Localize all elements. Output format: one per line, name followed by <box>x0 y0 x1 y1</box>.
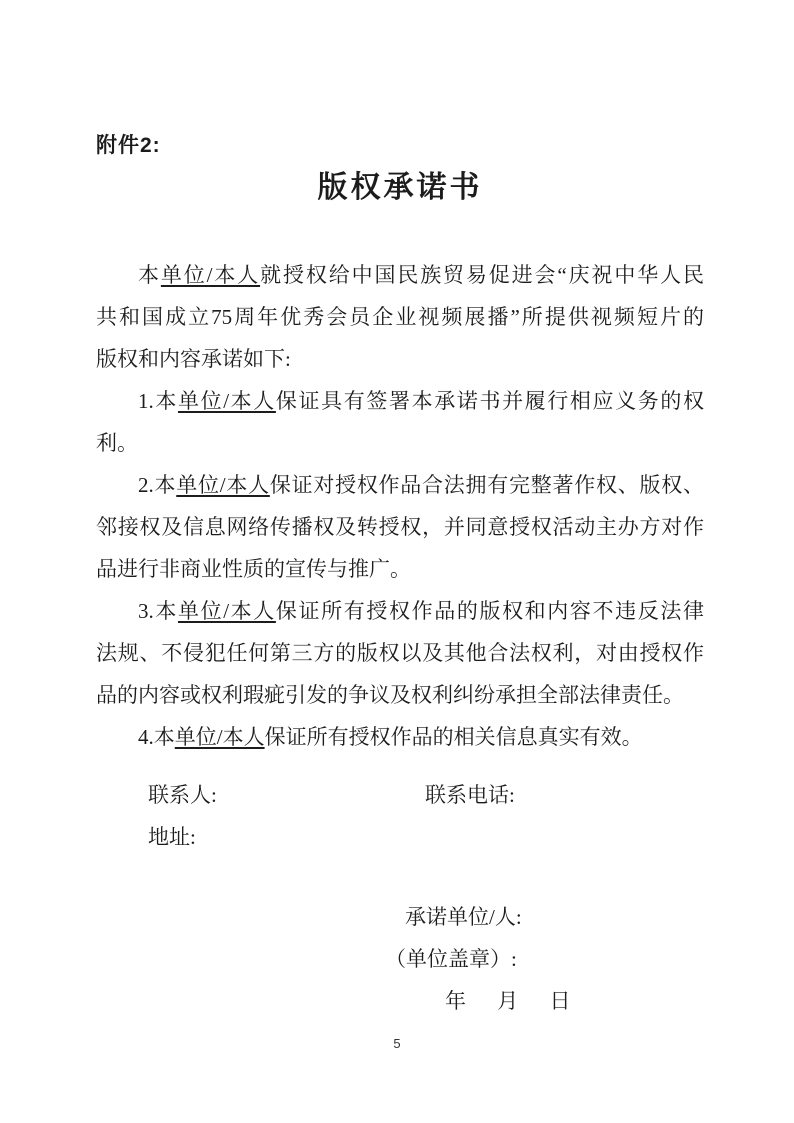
paragraph-item-3 <box>96 590 704 716</box>
paragraph-item-1 <box>96 380 704 464</box>
text-line: 品的内容或权利瑕疵引发的争议及权利纠纷承担全部法律责任。 <box>96 683 684 707</box>
text-line <box>96 380 704 422</box>
contact-row-2 <box>96 816 704 858</box>
text-line: 利。 <box>96 431 138 455</box>
underlined-text: 单位/本人 <box>176 473 270 497</box>
paragraph-item-2 <box>96 464 704 590</box>
underlined-text: 单位/本人 <box>177 599 276 623</box>
page-number: 5 <box>393 1036 401 1051</box>
contact-block <box>96 774 704 858</box>
text-line <box>96 716 704 758</box>
text-run: 保证所有授权作品的相关信息真实有效。 <box>264 725 643 749</box>
address-label: 地址: <box>148 825 196 849</box>
text-run: 保证所有授权作品的版权和内容不违反法律 <box>275 599 704 623</box>
underlined-text: 单位/本人 <box>177 389 276 413</box>
text-run: 4.本 <box>138 725 175 749</box>
underlined-text: 单位/本人 <box>160 263 261 287</box>
text-line <box>96 590 704 632</box>
document-title: 版权承诺书 <box>317 171 483 204</box>
text-run: 1.本 <box>138 389 178 413</box>
document-body <box>96 254 704 758</box>
contact-row-1 <box>96 774 704 816</box>
text-line: 版权和内容承诺如下: <box>96 347 291 371</box>
paragraph-item-4 <box>96 716 704 758</box>
text-run: 就授权给中国民族贸易促进会“庆祝中华人民 <box>260 263 704 287</box>
text-run: 本 <box>138 263 161 287</box>
text-line <box>96 254 704 296</box>
text-line: 品进行非商业性质的宣传与推广。 <box>96 557 411 581</box>
underlined-text: 单位/本人 <box>174 725 265 749</box>
contact-phone-label: 联系电话: <box>425 783 515 807</box>
text-line: 法规、不侵犯任何第三方的版权以及其他合法权利，对由授权作 <box>96 641 704 665</box>
text-line: 邻接权及信息网络传播权及转授权，并同意授权活动主办方对作 <box>96 515 704 539</box>
text-run: 保证对授权作品合法拥有完整著作权、版权、 <box>269 473 704 497</box>
seal-label: （单位盖章）: <box>385 947 517 971</box>
text-run: 3.本 <box>138 599 178 623</box>
text-line: 共和国成立75周年优秀会员企业视频展播”所提供视频短片的 <box>96 305 704 329</box>
paragraph-intro <box>96 254 704 380</box>
contact-person-label: 联系人: <box>148 783 217 807</box>
date-line: 年 月 日 <box>445 989 571 1013</box>
text-run: 保证具有签署本承诺书并履行相应义务的权 <box>275 389 704 413</box>
signer-label: 承诺单位/人: <box>405 905 522 929</box>
text-run: 2.本 <box>138 473 177 497</box>
signature-block <box>96 896 704 1022</box>
attachment-label: 附件2: <box>96 134 161 157</box>
text-line <box>96 464 704 506</box>
